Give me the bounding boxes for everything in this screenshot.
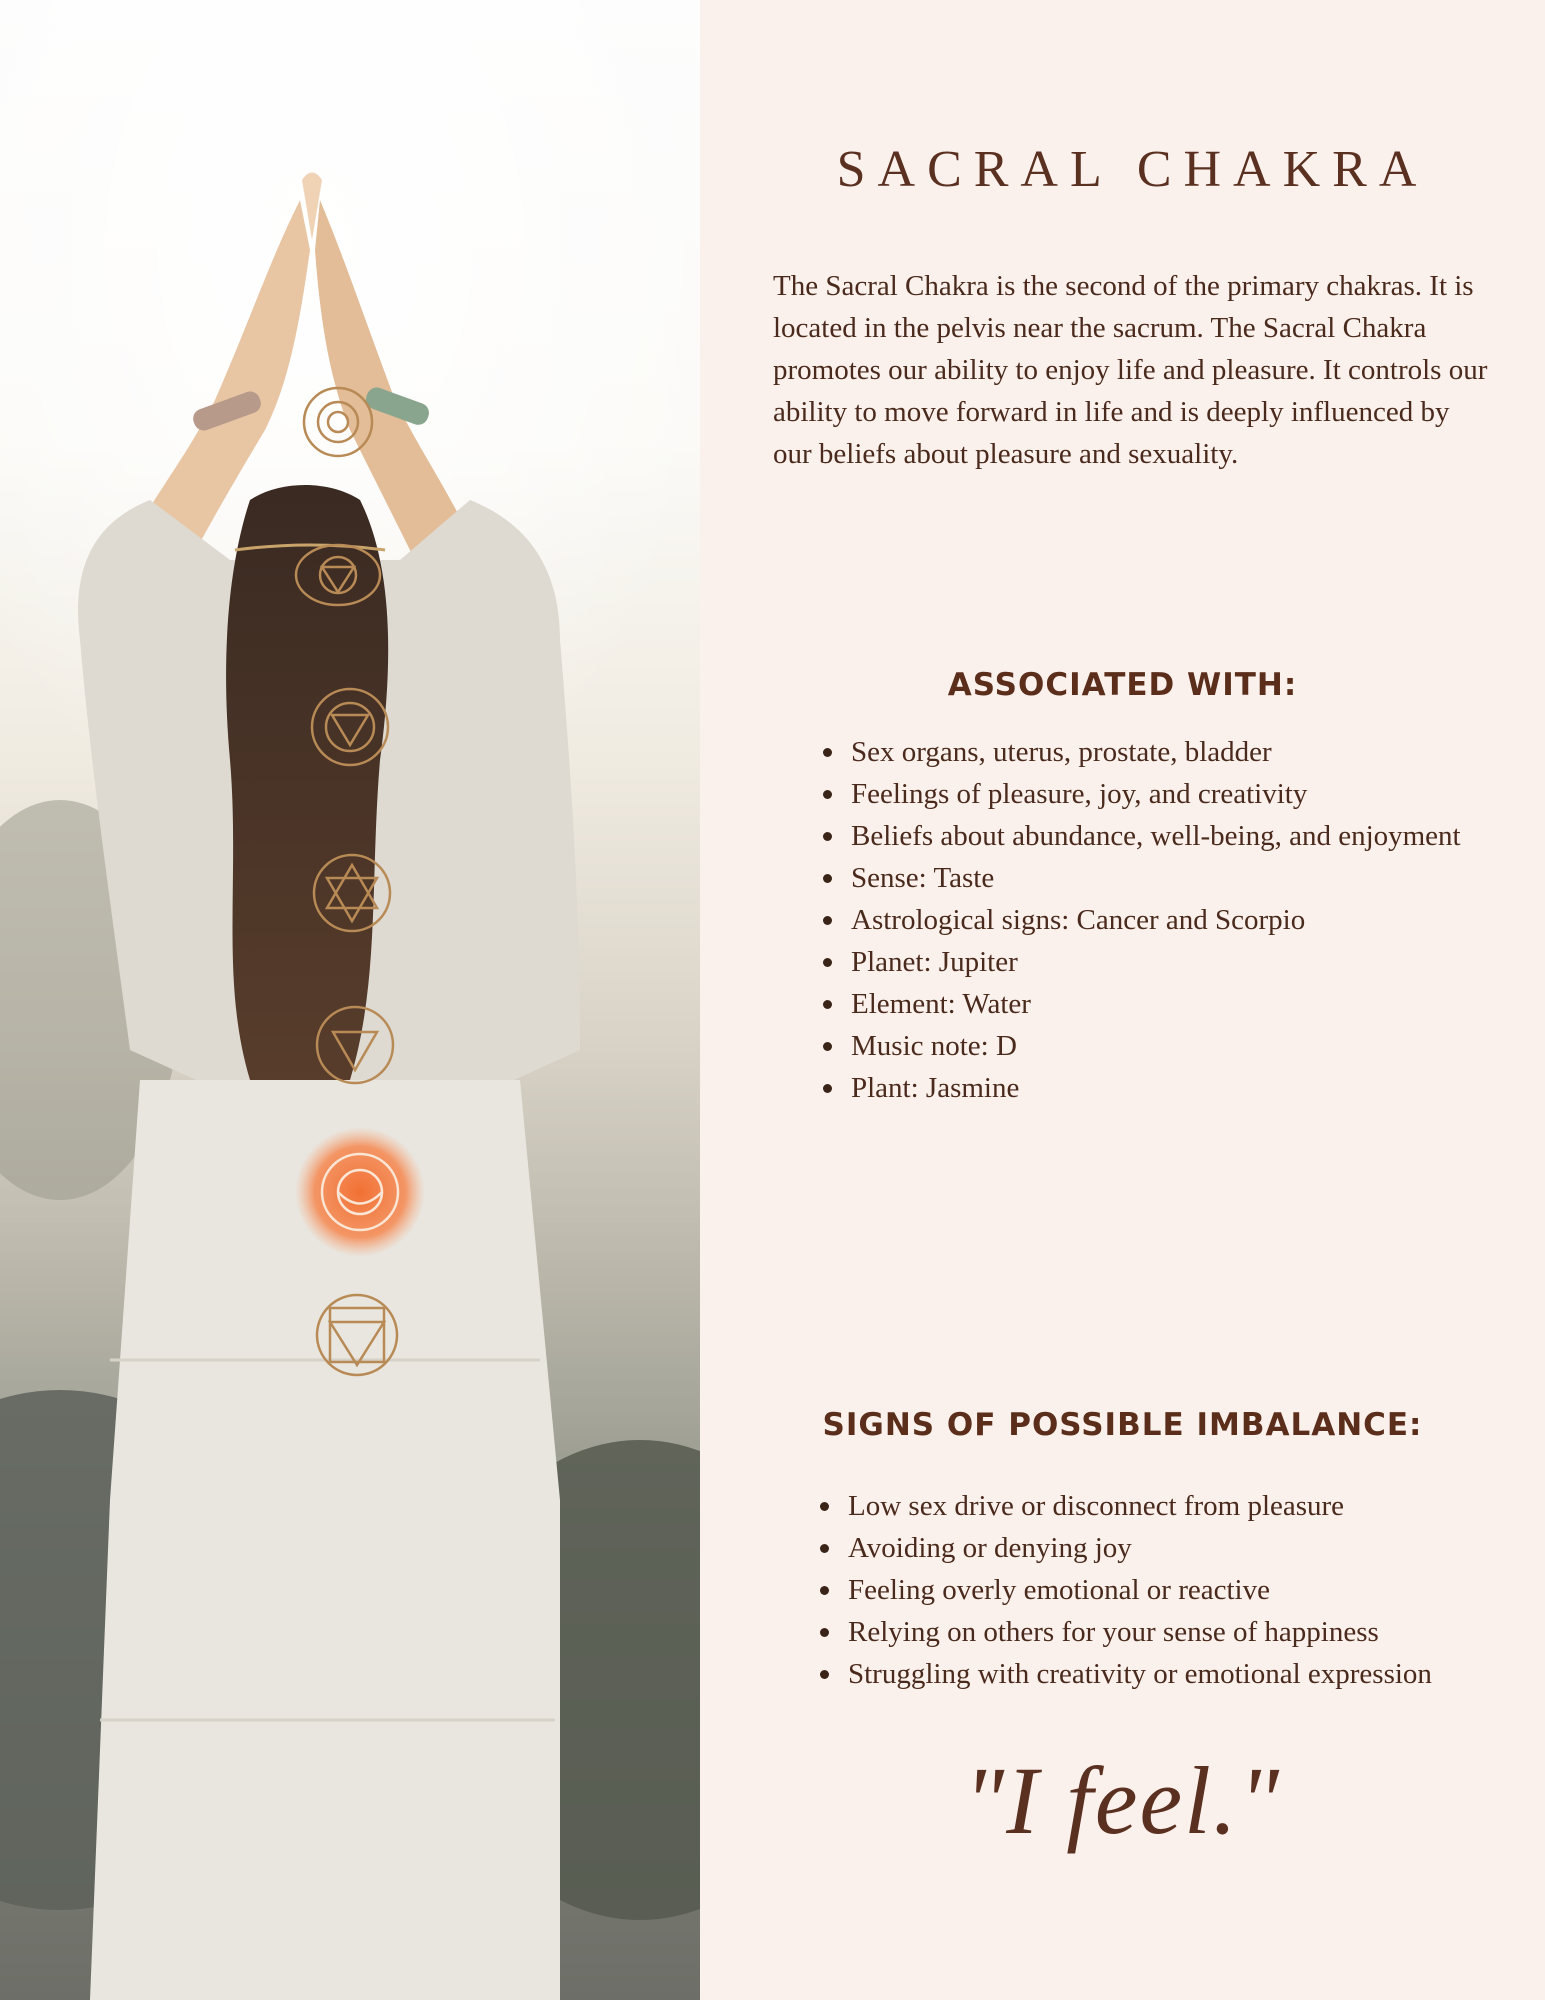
associated-list bbox=[823, 731, 1503, 1109]
imbalance-heading: SIGNS OF POSSIBLE IMBALANCE: bbox=[822, 1407, 1423, 1443]
list-item: Avoiding or denying joy bbox=[820, 1527, 1520, 1569]
list-item: Plant: Jasmine bbox=[823, 1067, 1503, 1109]
list-item: Element: Water bbox=[823, 983, 1503, 1025]
list-item: Music note: D bbox=[823, 1025, 1503, 1067]
i-feel-quote: "I feel." bbox=[963, 1747, 1282, 1854]
list-item: Beliefs about abundance, well-being, and enjoyment bbox=[823, 815, 1503, 857]
list-item: Struggling with creativity or emotional expression bbox=[820, 1653, 1520, 1695]
woman-yoga-photo bbox=[0, 0, 700, 2000]
associated-heading: ASSOCIATED WITH: bbox=[947, 667, 1298, 703]
imbalance-list bbox=[820, 1485, 1520, 1695]
page-title: SACRAL CHAKRA bbox=[836, 141, 1429, 198]
sacral-glow bbox=[295, 1127, 425, 1257]
list-item: Planet: Jupiter bbox=[823, 941, 1503, 983]
photo-illustration bbox=[0, 0, 700, 2000]
list-item: Astrological signs: Cancer and Scorpio bbox=[823, 899, 1503, 941]
list-item: Feelings of pleasure, joy, and creativity bbox=[823, 773, 1503, 815]
list-item: Sense: Taste bbox=[823, 857, 1503, 899]
intro-paragraph: The Sacral Chakra is the second of the primary chakras. It is located in the pelvis near the sacrum. The Sacral Chakra promotes our ability to enjoy life and pleasure. It controls our ability to move forward in life and is deeply influenced by our beliefs about pleasure and sexuality. bbox=[773, 270, 1488, 470]
list-item: Low sex drive or disconnect from pleasure bbox=[820, 1485, 1520, 1527]
list-item: Feeling overly emotional or reactive bbox=[820, 1569, 1520, 1611]
list-item: Relying on others for your sense of happiness bbox=[820, 1611, 1520, 1653]
list-item: Sex organs, uterus, prostate, bladder bbox=[823, 731, 1503, 773]
